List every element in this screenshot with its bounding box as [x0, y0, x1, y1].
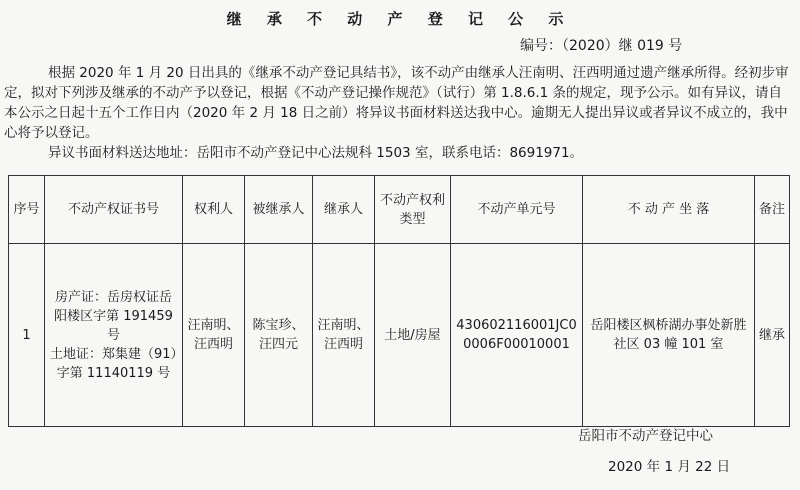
- header-location: 不 动 产 坐 落: [583, 176, 755, 244]
- document-title: 继 承 不 动 产 登 记 公 示: [226, 10, 574, 28]
- header-right-type: 不动产权利类型: [375, 176, 451, 244]
- cell-cert-house: 房产证：岳房权证岳阳楼区字第 191459 号: [54, 289, 173, 343]
- cell-seq: 1: [9, 244, 45, 427]
- table-row: [9, 244, 790, 427]
- notice-paragraph-1: 根据 2020 年 1 月 20 日出具的《继承不动产登记具结书》，该不动产由继承人汪南明、汪西明通过遗产继承所得。经初步审定，拟对下列涉及继承的不动产予以登记，根据《不动产登记操作规范》（试行）第 1.8.6.1 条的规定，现予公示。如有异议，请自本公示之日起十五个工作日内（2020 年 2 月 18 日之前）将异议书面材料送达我中心。逾期无人提出异议或者异议不成立的，我中心将予以登记。: [4, 65, 789, 141]
- issuing-agency: 岳阳市不动产登记中心: [578, 428, 713, 444]
- header-cert: 不动产权证书号: [45, 176, 183, 244]
- header-seq: 序号: [9, 176, 45, 244]
- document-number: 编号：（2020）继 019 号: [520, 38, 683, 54]
- cell-location: 岳阳楼区枫桥湖办事处新胜社区 03 幢 101 室: [583, 244, 755, 427]
- table-header-row: [9, 176, 790, 244]
- issue-date: 2020 年 1 月 22 日: [608, 459, 731, 475]
- cell-heir: 汪南明、汪西明: [313, 244, 375, 427]
- cell-decedent: 陈宝珍、汪四元: [245, 244, 313, 427]
- header-decedent: 被继承人: [245, 176, 313, 244]
- cell-unit-no: 430602116001JC00006F00010001: [451, 244, 583, 427]
- notice-body: [4, 63, 794, 163]
- cell-right-type: 土地/房屋: [375, 244, 451, 427]
- cell-cert-land: 土地证：郑集建（91）字第 11140119 号: [49, 346, 178, 381]
- cell-remark: 继承: [755, 244, 790, 427]
- cell-owner: 汪南明、汪西明: [183, 244, 245, 427]
- registration-table: [8, 175, 790, 427]
- header-remark: 备注: [755, 176, 790, 244]
- cell-cert: [45, 244, 183, 427]
- header-owner: 权利人: [183, 176, 245, 244]
- objection-address-paragraph: 异议书面材料送达地址：岳阳市不动产登记中心法规科 1503 室，联系电话：8691971。: [48, 145, 584, 161]
- header-heir: 继承人: [313, 176, 375, 244]
- header-unit-no: 不动产单元号: [451, 176, 583, 244]
